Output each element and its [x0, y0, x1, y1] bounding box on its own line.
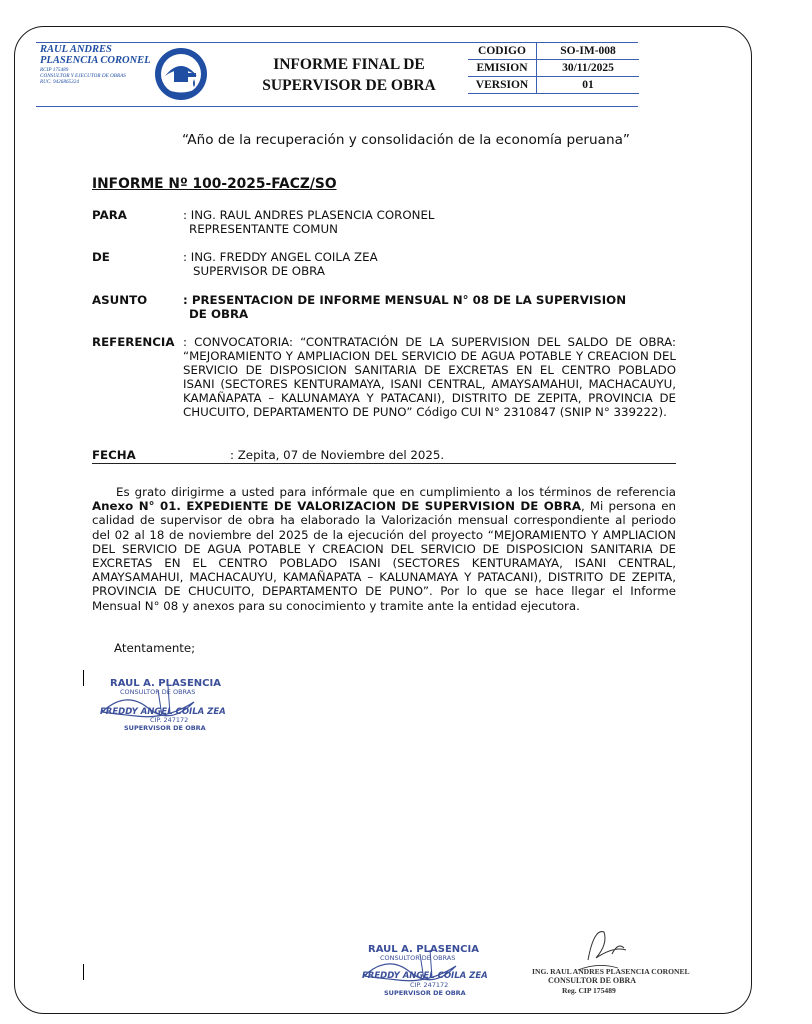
company-details — [40, 67, 160, 86]
emission-row — [468, 60, 639, 77]
asunto-line-2: DE OBRA — [189, 307, 249, 321]
report-number: INFORME Nº 100-2025-FACZ/SO — [92, 176, 337, 192]
company-logo-icon — [152, 46, 210, 102]
version-value: 01 — [537, 77, 640, 94]
supervisor-stamp-bottom — [360, 938, 518, 1004]
company-detail-line-1: RCIP 175489 — [40, 67, 69, 73]
fecha-label: FECHA — [92, 448, 136, 462]
fecha-underline — [92, 463, 676, 464]
para-line-1: : ING. RAUL ANDRES PLASENCIA CORONEL — [183, 208, 435, 222]
asunto-value — [183, 293, 676, 321]
consultant-stamp — [522, 924, 690, 1004]
text-cursor-mark-bottom — [83, 964, 84, 980]
year-motto: “Año de la recuperación y consolidación de la economía peruana” — [182, 132, 630, 148]
referencia-value: : CONVOCATORIA: “CONTRATACIÓN DE LA SUPERVISION DEL SALDO DE OBRA: “MEJORAMIENTO Y AMPLIACION DEL SERVICIO DE AGUA POTABLE Y CREACION DEL SERVICIO DE DISPOSICION SANITARIA DE EXCRETAS EN EL CENTRO POBLADO ISANI (SECTORES KENTURAMAYA, ISANI CENTRAL, AMAYSAMAHUI, MACHACAUYU, KAMAÑAPATA – KALUNAMAYA Y PATACANI), DISTRITO DE ZEPITA, PROVINCIA DE CHUCUITO, DEPARTAMENTO DE PUNO” Código CUI N° 2310847 (SNIP N° 339222). — [183, 335, 676, 419]
bottom-stamp-line-5: SUPERVISOR DE OBRA — [384, 989, 466, 997]
document-title-line-1: INFORME FINAL DE — [273, 56, 425, 73]
sign-off: Atentamente; — [114, 641, 196, 655]
consultant-stamp-line-1: ING. RAUL ANDRES PLASENCIA CORONEL — [532, 967, 690, 976]
bottom-stamp-line-3: FREDDY ANGEL COILA ZEA — [362, 971, 488, 981]
company-name — [40, 44, 160, 66]
supervisor-stamp-line-3: FREDDY ANGEL COILA ZEA — [100, 707, 226, 717]
para-value — [183, 208, 676, 236]
consultant-stamp-line-3: Reg. CIP 175489 — [562, 986, 616, 995]
para-line-2: REPRESENTANTE COMUN — [189, 222, 338, 236]
bottom-stamp-line-4: CIP. 247172 — [410, 981, 449, 989]
referencia-label: REFERENCIA — [92, 335, 175, 349]
code-row — [468, 43, 639, 60]
de-line-2: SUPERVISOR DE OBRA — [193, 264, 325, 278]
text-cursor-mark — [83, 670, 84, 686]
consultant-stamp-line-2: CONSULTOR DE OBRA — [548, 976, 637, 985]
para-label: PARA — [92, 208, 127, 222]
code-label: CODIGO — [468, 43, 537, 60]
document-title-line-2: SUPERVISOR DE OBRA — [262, 77, 436, 94]
emission-label: EMISION — [468, 60, 537, 77]
bottom-stamp-line-1: RAUL A. PLASENCIA — [368, 944, 479, 955]
asunto-label: ASUNTO — [92, 293, 148, 307]
de-label: DE — [92, 250, 110, 264]
bottom-stamp-line-2: CONSULTOR DE OBRAS — [380, 954, 456, 962]
version-label: VERSION — [468, 77, 537, 94]
body-intro: Es grato dirigirme a usted para infórmale que en cumplimiento a los términos de referencia — [116, 485, 676, 499]
de-value — [183, 250, 676, 278]
version-row — [468, 77, 639, 94]
asunto-line-1: : PRESENTACION DE INFORME MENSUAL N° 08 DE LA SUPERVISION — [183, 293, 627, 307]
company-name-line-1: RAUL ANDRES — [40, 44, 112, 55]
body-rest: , Mi persona en calidad de supervisor de obra ha elaborado la Valorización mensual correspondiente al periodo del 02 al 18 de noviembre del 2025 de la ejecución del proyecto “MEJORAMIENTO Y AMPLIACION DEL SERVICIO DE AGUA POTABLE Y CREACION DEL SERVICIO DE DISPOSICION SANITARIA DE EXCRETAS EN EL CENTRO POBLADO ISANI (SECTORES KENTURAMAYA, ISANI CENTRAL, AMAYSAMAHUI, MACHACAUYU, KAMAÑAPATA – KALUNAMAYA Y PATACANI), DISTRITO DE ZEPITA, PROVINCIA DE CHUCUITO, DEPARTAMENTO DE PUNO”. Por lo que se hace llegar el Informe Mensual N° 08 y anexos para su conocimiento y tramite ante la entidad ejecutora. — [92, 499, 676, 613]
supervisor-stamp-line-1: RAUL A. PLASENCIA — [110, 678, 221, 689]
supervisor-stamp-line-4: CIP. 247172 — [150, 716, 189, 724]
de-line-1: : ING. FREDDY ANGEL COILA ZEA — [183, 250, 378, 264]
supervisor-stamp — [96, 672, 254, 738]
company-name-line-2: PLASENCIA CORONEL — [40, 55, 151, 66]
fecha-value: : Zepita, 07 de Noviembre del 2025. — [230, 448, 445, 462]
company-detail-line-3: RUC. 9426865324 — [40, 79, 79, 86]
supervisor-stamp-line-5: SUPERVISOR DE OBRA — [124, 724, 206, 732]
header-bottom-rule — [36, 106, 638, 107]
document-code-table — [468, 43, 639, 94]
company-detail-line-2: CONSULTOR Y EJECUTOR DE OBRAS — [40, 73, 126, 80]
body-highlight: Anexo N° 01. EXPEDIENTE DE VALORIZACION DE SUPERVISION DE OBRA — [92, 499, 581, 514]
supervisor-stamp-line-2: CONSULTOR DE OBRAS — [120, 688, 196, 696]
emission-value: 30/11/2025 — [537, 60, 640, 77]
body-paragraph — [92, 485, 676, 613]
code-value: SO-IM-008 — [537, 43, 640, 60]
document-title — [240, 54, 458, 96]
